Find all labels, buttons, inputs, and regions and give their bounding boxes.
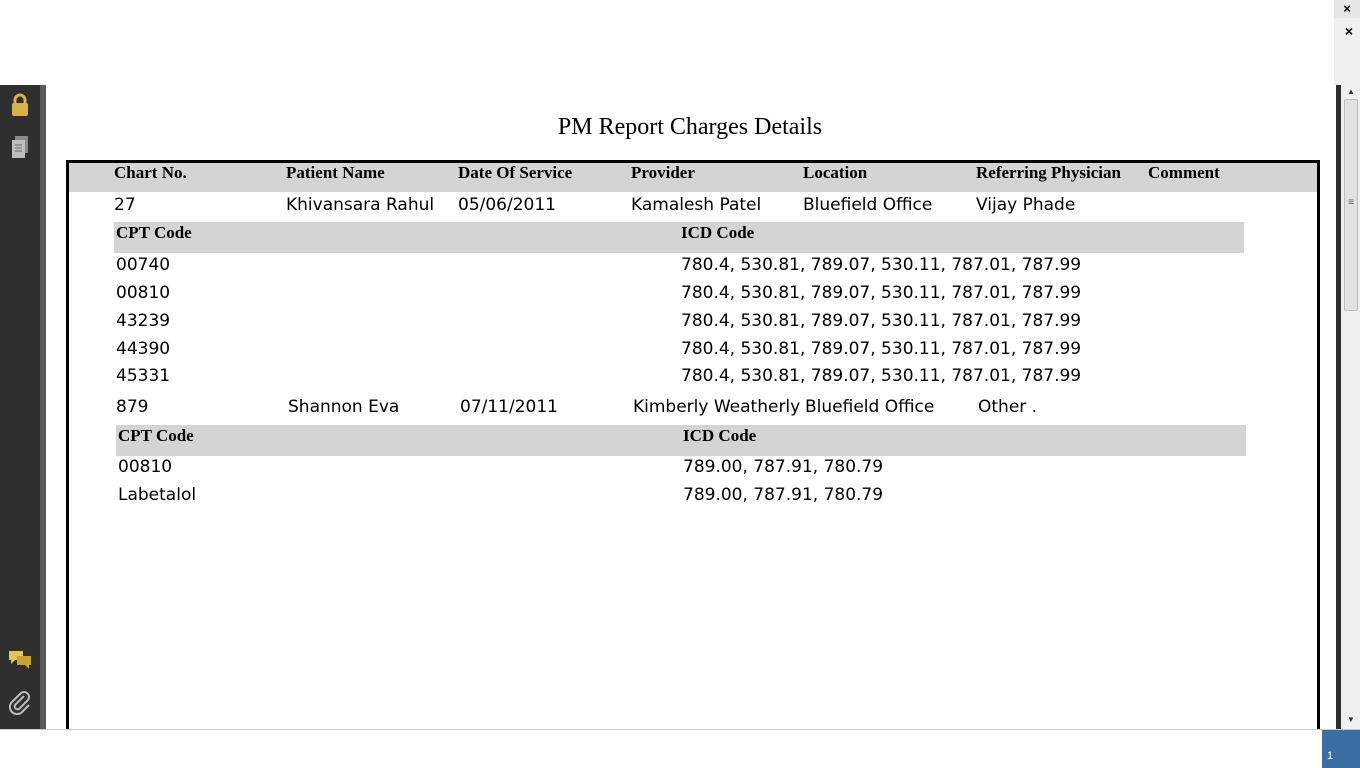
lock-icon[interactable] (7, 93, 33, 119)
cpt-code-header: CPT Code (118, 426, 194, 445)
record-location: Bluefield Office (805, 397, 935, 417)
toolbar-area (0, 0, 1334, 85)
record-chart-no: 27 (114, 195, 136, 215)
icd-codes: 789.00, 787.91, 780.79 (683, 457, 884, 477)
scroll-up-arrow-icon[interactable]: ▲ (1347, 87, 1355, 96)
record-patient-name: Khivansara Rahul (286, 195, 435, 215)
record-chart-no: 879 (116, 397, 149, 417)
header-referring-physician: Referring Physician (976, 163, 1121, 182)
taskbar-label: 1 (1327, 750, 1334, 762)
line-items-header (116, 425, 1246, 456)
cpt-code-header: CPT Code (116, 223, 192, 242)
status-bar (0, 729, 1360, 768)
scroll-down-arrow-icon[interactable]: ▼ (1347, 715, 1355, 724)
icd-codes: 780.4, 530.81, 789.07, 530.11, 787.01, 787.99 (681, 366, 1082, 386)
navigation-pane (0, 85, 40, 729)
cpt-code: 43239 (116, 311, 171, 331)
icd-codes: 780.4, 530.81, 789.07, 530.11, 787.01, 787.99 (681, 283, 1082, 303)
record-referring-physician: Vijay Phade (976, 195, 1076, 215)
cpt-code: Labetalol (118, 485, 197, 505)
cpt-code: 00810 (116, 283, 171, 303)
header-chart-no: Chart No. (114, 163, 187, 182)
cpt-code: 00810 (118, 457, 173, 477)
icd-codes: 789.00, 787.91, 780.79 (683, 485, 884, 505)
cpt-code: 00740 (116, 255, 171, 275)
attachment-icon[interactable] (7, 691, 33, 717)
close-window-button[interactable]: × (1334, 0, 1360, 18)
comments-icon[interactable] (7, 649, 33, 675)
taskbar-button[interactable] (1322, 730, 1360, 768)
cpt-code: 44390 (116, 339, 171, 359)
record-referring-physician: Other . (978, 397, 1038, 417)
icd-code-header: ICD Code (683, 426, 757, 445)
record-patient-name: Shannon Eva (288, 397, 400, 417)
icd-codes: 780.4, 530.81, 789.07, 530.11, 787.01, 787.99 (681, 339, 1082, 359)
header-comment: Comment (1148, 163, 1220, 182)
header-location: Location (803, 163, 868, 182)
header-provider: Provider (631, 163, 695, 182)
record-date-of-service: 07/11/2011 (460, 397, 558, 417)
scrollbar-grip-icon: ≡ (1348, 197, 1354, 208)
pages-icon[interactable] (7, 135, 33, 161)
record-provider: Kamalesh Patel (631, 195, 762, 215)
record-provider: Kimberly Weatherly (633, 397, 801, 417)
header-patient-name: Patient Name (286, 163, 385, 182)
record-location: Bluefield Office (803, 195, 933, 215)
record-date-of-service: 05/06/2011 (458, 195, 556, 215)
cpt-code: 45331 (116, 366, 171, 386)
icd-codes: 780.4, 530.81, 789.07, 530.11, 787.01, 787.99 (681, 255, 1082, 275)
icd-code-header: ICD Code (681, 223, 755, 242)
report-title: PM Report Charges Details (557, 114, 823, 140)
close-document-button[interactable]: × (1344, 23, 1354, 39)
line-items-header (114, 222, 1244, 253)
icd-codes: 780.4, 530.81, 789.07, 530.11, 787.01, 787.99 (681, 311, 1082, 331)
header-date-of-service: Date Of Service (458, 163, 573, 182)
